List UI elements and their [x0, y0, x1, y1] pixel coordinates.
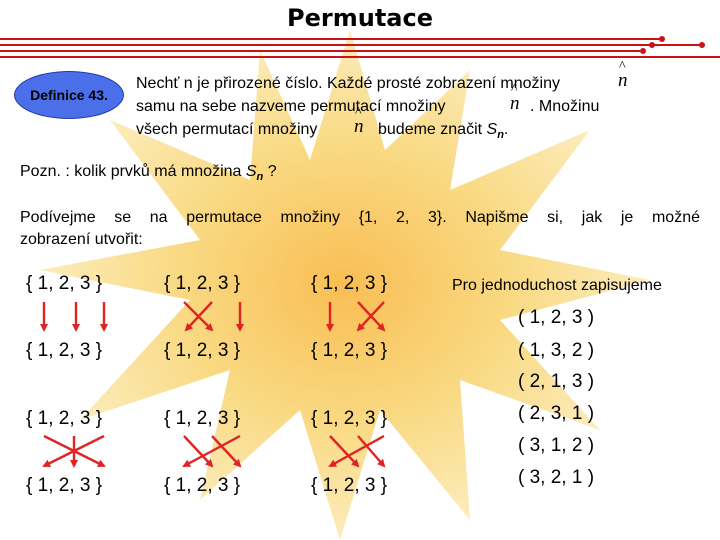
definition-period: . [503, 121, 509, 138]
intro-line-1: Podívejme se na permutace množiny {1, 2, 3}. Napišme si, jak je možné [20, 209, 700, 226]
set-n-symbol-3: ^ n [354, 116, 364, 138]
page-title: Permutace [287, 4, 433, 32]
simplify-label: Pro jednoduchost zapisujeme [452, 277, 662, 294]
note-suffix: ? [267, 163, 277, 180]
set-r1-c2: { 1, 2, 3 } [164, 273, 241, 294]
arrow-231-b [212, 436, 240, 466]
tuple-5: ( 3, 1, 2 ) [518, 435, 595, 456]
definition-line-2a: samu na sebe nazveme permutací množiny [136, 98, 446, 115]
set-r4-c2: { 1, 2, 3 } [164, 475, 241, 496]
arrow-312-a [330, 436, 358, 466]
definition-line-2b: . Množinu [530, 98, 600, 115]
symbol-S-sub: n [497, 129, 504, 142]
set-n-symbol: ^ n [618, 70, 628, 92]
definition-line-1-text: Nechť n je přirozené číslo. Každé prosté zobrazení množiny [136, 75, 560, 92]
set-r3-c3: { 1, 2, 3 } [311, 408, 388, 429]
note-symbol-S: S [245, 163, 257, 180]
set-r3-c1: { 1, 2, 3 } [26, 408, 103, 429]
tuple-4: ( 2, 3, 1 ) [518, 403, 595, 424]
definition-line-3a: všech permutací množiny [136, 121, 318, 138]
intro-line-2: zobrazení utvořit: [20, 231, 143, 248]
tuple-2: ( 1, 3, 2 ) [518, 340, 595, 361]
arrow-231-c [184, 436, 240, 466]
note-prefix: Pozn. : kolik prvků má množina [20, 163, 242, 180]
definition-line-3b-text: budeme značit [378, 121, 483, 138]
arrow-312-c [330, 436, 384, 466]
set-r4-c3: { 1, 2, 3 } [311, 475, 388, 496]
symbol-S: S [486, 121, 498, 138]
tuple-3: ( 2, 1, 3 ) [518, 371, 595, 392]
set-r1-c1: { 1, 2, 3 } [26, 273, 103, 294]
note-symbol-sub: n [256, 171, 264, 184]
set-r3-c2: { 1, 2, 3 } [164, 408, 241, 429]
arrow-312-b [358, 436, 384, 466]
set-r2-c1: { 1, 2, 3 } [26, 340, 103, 361]
definition-badge: Definice 43. [14, 71, 124, 119]
set-r1-c3: { 1, 2, 3 } [311, 273, 388, 294]
set-r4-c1: { 1, 2, 3 } [26, 475, 103, 496]
tuple-6: ( 3, 2, 1 ) [518, 467, 595, 488]
tuple-1: ( 1, 2, 3 ) [518, 307, 595, 328]
set-r2-c3: { 1, 2, 3 } [311, 340, 388, 361]
set-r2-c2: { 1, 2, 3 } [164, 340, 241, 361]
set-n-symbol-2: ^ n [510, 93, 520, 115]
arrow-231-a [184, 436, 212, 466]
